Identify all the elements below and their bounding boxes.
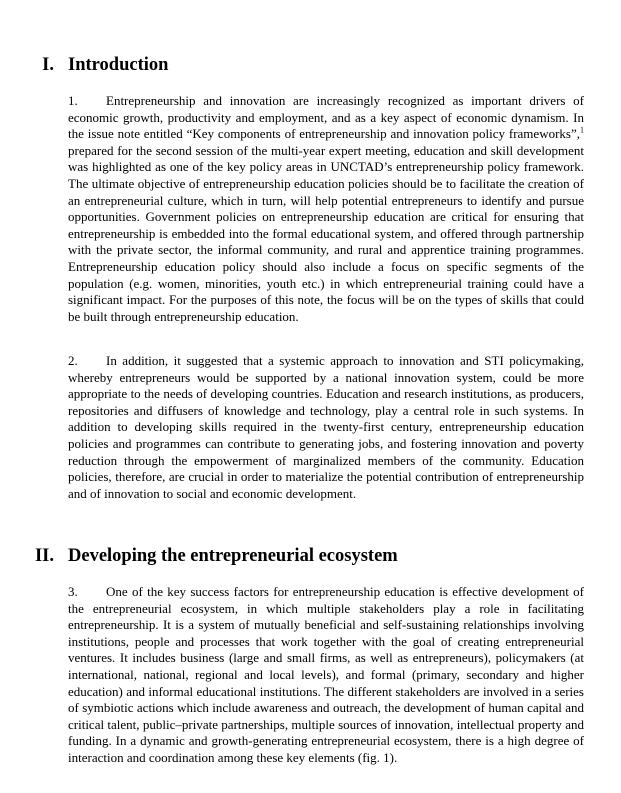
- paragraph-2: [68, 353, 584, 502]
- paragraph-text: One of the key success factors for entrepreneurship education is effective development of the entrepreneurial ecosystem, in which multiple stakeholders play a role in facilitating entrepreneurship. It is a system of mutually beneficial and self-sustaining relationships involving institutions, people and processes that work together with the goal of creating entrepreneurial ventures. It includes business (large and small firms, as well as entrepreneurs), policymakers (at international, national, regional and local levels), and formal (primary, secondary and higher education) and informal educational institutions. The different stakeholders are involved in a series of symbiotic actions which include awareness and outreach, the development of human capital and critical talent, public–private partnerships, multiple sources of innovation, intellectual property and funding. In a dynamic and growth-generating entrepreneurial ecosystem, there is a high degree of interaction and coordination among these key elements (fig. 1).: [68, 584, 584, 765]
- paragraph-number: 2.: [68, 353, 78, 368]
- section-title: Introduction: [68, 55, 169, 75]
- section-number: II.: [34, 546, 54, 566]
- paragraph-1: [68, 93, 584, 325]
- section-title: Developing the entrepreneurial ecosystem: [68, 546, 398, 566]
- paragraph-3: [68, 584, 584, 767]
- paragraph-number: 3.: [68, 584, 78, 599]
- paragraph-text: Entrepreneurship and innovation are increasingly recognized as important drivers of economic growth, productivity and employment, and as a key aspect of economic dynamism. In the issue note entitled “Key components of entrepreneurship and innovation policy frameworks”,: [68, 93, 584, 142]
- paragraph-number: 1.: [68, 93, 78, 108]
- paragraph-text: In addition, it suggested that a systemic approach to innovation and STI policymaking, whereby entrepreneurs would be supported by a national innovation system, could be more appropriate to the needs of developing countries. Education and research institutions, as producers, repositories and diffusers of knowledge and technology, play a central role in such systems. In addition to developing skills required in the twenty-first century, entrepreneurship education policies and programmes can contribute to generating jobs, and fostering innovation and poverty reduction through the empowerment of marginalized members of the community. Education policies, therefore, are crucial in order to materialize the potential contribution of entrepreneurship and of innovation to social and economic development.: [68, 353, 584, 501]
- section-number: I.: [42, 55, 54, 75]
- footnote-marker[interactable]: 1: [580, 125, 584, 135]
- paragraph-text-continued: prepared for the second session of the multi-year expert meeting, education and skill development was highlighted as one of the key policy areas in UNCTAD’s entrepreneurship policy framework. The ultimate objective of entrepreneurship education policies should be to facilitate the creation of an entrepreneurial culture, which in turn, will help potential entrepreneurs to identify and pursue opportunities. Government policies on entrepreneurship education are critical for ensuring that entrepreneurship is embedded into the formal educational system, and offered through partnership with the private sector, the informal community, and rural and apprentice training programmes. Entrepreneurship education policy should also include a focus on specific segments of the population (e.g. women, minorities, youth etc.) in which entrepreneurial training could have a significant impact. For the purposes of this note, the focus will be on the types of skills that could be built through entrepreneurship education.: [68, 142, 584, 324]
